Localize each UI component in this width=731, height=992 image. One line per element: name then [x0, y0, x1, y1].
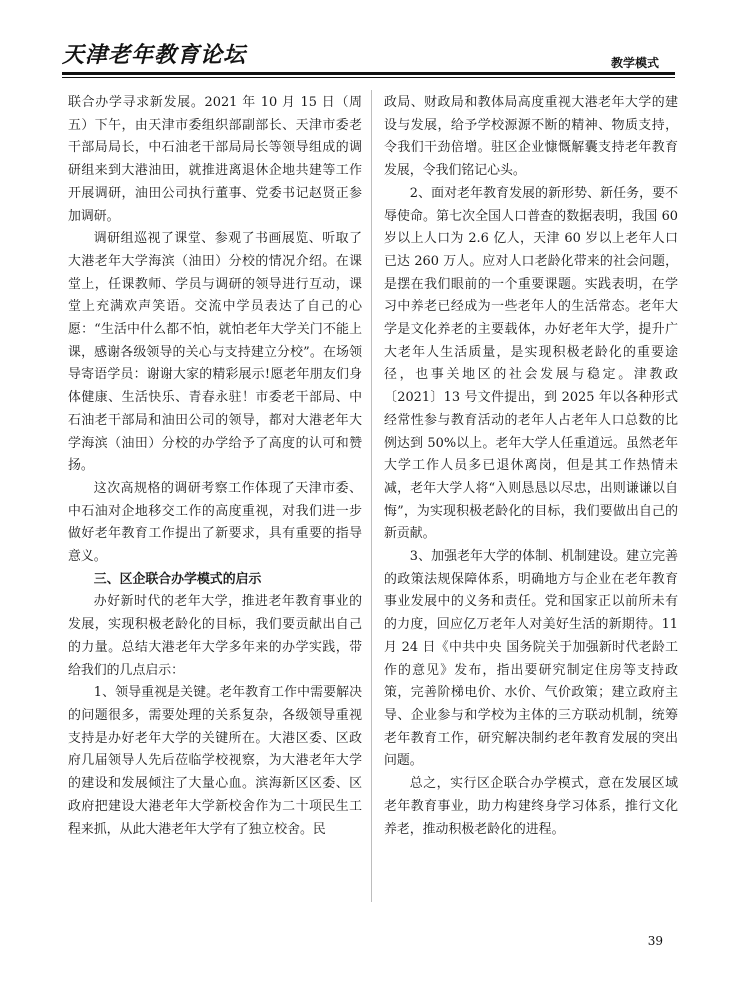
header-rule-thick — [62, 72, 675, 75]
body-paragraph: 政局、财政局和教体局高度重视大港老年大学的建设与发展，给予学校源源不断的精神、物质支持，令我们干劲倍增。驻区企业慷慨解囊支持老年教育发展，令我们铭记心头。 — [384, 95, 678, 179]
column-divider — [371, 90, 372, 902]
left-column — [68, 92, 362, 841]
header-rule-thin — [62, 77, 675, 78]
body-paragraph: 联合办学寻求新发展。2021 年 10 月 15 日（周五）下午，由天津市委组织部副部长、天津市委老干部局局长，中石油老干部局局长等领导组成的调研组来到大港油田，就推进离退休企地共建等工作开展调研，油田公司执行董事、党委书记赵贤正参加调研。 — [68, 95, 362, 224]
body-paragraph: 总之，实行区企联合办学模式，意在发展区域老年教育事业，助力构建终身学习体系，推行文化养老，推动积极老龄化的进程。 — [384, 776, 678, 837]
body-paragraph: 这次高规格的调研考察工作体现了天津市委、中石油对企地移交工作的高度重视，对我们进一步做好老年教育工作提出了新要求，具有重要的指导意义。 — [68, 480, 362, 565]
journal-masthead: 天津老年教育论坛 — [62, 42, 247, 68]
body-paragraph: 办好新时代的老年大学，推进老年教育事业的发展，实现积极老龄化的目标，我们要贡献出自己的力量。总结大港老年大学多年来的办学实践，带给我们的几点启示： — [68, 594, 362, 678]
section-heading: 三、区企联合办学模式的启示 — [93, 571, 262, 587]
page-number: 39 — [647, 934, 663, 948]
body-paragraph: 2、面对老年教育发展的新形势、新任务，要不辱使命。第七次全国人口普查的数据表明，我国 60 岁以上人口为 2.6 亿人，天津 60 岁以上老年人口已达 260 万人。应对人口老龄化带来的社会问题，是摆在我们眼前的一个重要课题。实践表明，在学习中养老已经成为一些老年人的生活常态。老年大学是文化养老的主要载体，办好老年大学，提升广大老年人生活质量，是实现积极老龄化的重要途径，也事关地区的社会发展与稳定。津教政〔2021〕13 号文件提出，到 2025 年以各种形式经常性参与教育活动的老年人占老年人口总数的比例达到 50%以上。老年大学人任重道远。虽然老年大学工作人员多已退休离岗，但是其工作热情未减，老年大学人将“入则恳恳以尽忠，出则谦谦以自悔”，为实现积极老龄化的目标，我们要做出自己的新贡献。 — [384, 185, 678, 542]
right-column — [384, 92, 678, 841]
body-paragraph: 调研组巡视了课堂、参观了书画展览、听取了大港老年大学海滨（油田）分校的情况介绍。在课堂上，任课教师、学员与调研的领导进行互动，课堂上充满欢声笑语。交流中学员表达了自己的心愿：“生活中什么都不怕，就怕老年大学关门不能上课，感谢各级领导的关心与支持建立分校”。在场领导寄语学员：谢谢大家的精彩展示!愿老年朋友们身体健康、生活快乐、青春永驻！市委老干部局、中石油老干部局和油田公司的领导，都对大港老年大学海滨（油田）分校的办学给予了高度的认可和赞扬。 — [68, 231, 362, 474]
section-label: 教学模式 — [610, 56, 659, 70]
body-paragraph: 1、领导重视是关键。老年教育工作中需要解决的问题很多，需要处理的关系复杂，各级领导重视支持是办好老年大学的关键所在。大港区委、区政府几届领导人先后莅临学校视察，为大港老年大学的建设和发展倾注了大量心血。滨海新区区委、区政府把建设大港老年大学新校舍作为二十项民生工程来抓，从此大港老年大学有了独立校舍。民 — [68, 685, 362, 837]
body-paragraph: 3、加强老年大学的体制、机制建设。建立完善的政策法规保障体系，明确地方与企业在老年教育事业发展中的义务和责任。党和国家正以前所未有的力度，回应亿万老年人对美好生活的新期待。11 月 24 日《中共中央 国务院关于加强新时代老龄工作的意见》发布，指出要研究制定住房等支持政策，完善阶梯电价、水价、气价政策；建立政府主导、企业参与和学校为主体的三方联动机制，统筹老年教育工作，研究解决制约老年教育发展的突出问题。 — [384, 549, 678, 769]
